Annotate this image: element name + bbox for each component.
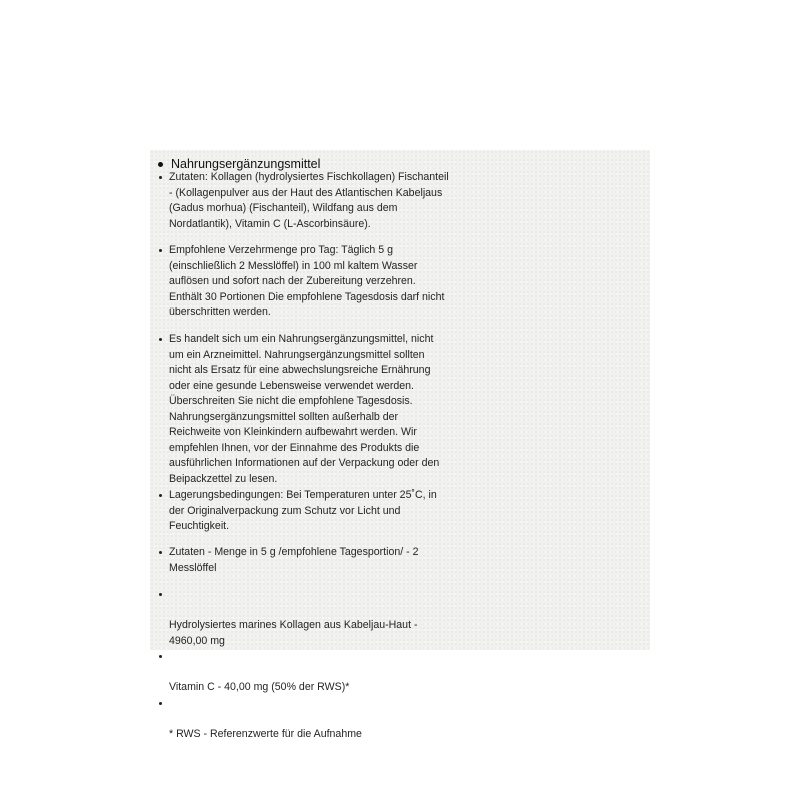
heading-row — [158, 157, 320, 171]
bullet — [159, 655, 162, 658]
bullet — [159, 249, 162, 252]
storage-block — [159, 488, 499, 535]
bullet — [159, 338, 162, 341]
composition-list — [159, 587, 499, 742]
bullet — [159, 702, 162, 705]
warning-text: Es handelt sich um ein Nahrungsergänzungsmittel, nicht um ein Arzneimittel. Nahrungsergänzungsmittel sollten nicht als Ersatz für eine abwechslungsreiche Ernährung oder eine gesunde Lebensweise verwendet werden. Überschreiten Sie nicht die empfohlene Tagesdosis. Nahrungsergänzungsmittel sollten außerhalb der Reichweite von Kleinkindern aufbewahrt werden. Wir empfehlen Ihnen, vor der Einnahme des Produkts die ausführlichen Informationen auf der Verpackung oder den Beipackzettel zu lesen. — [169, 333, 440, 485]
bullet — [159, 593, 162, 596]
composition-text: Vitamin C - 40,00 mg (50% der RWS)* — [169, 681, 350, 693]
ingredients-block — [159, 170, 499, 232]
ingredients-text: Zutaten: Kollagen (hydrolysiertes Fischkollagen) Fischanteil - (Kollagenpulver aus der Haut des Atlantischen Kabeljaus (Gadus morhua) (Fischanteil), Wildfang aus dem Nordatlantik), Vitamin C (L-Ascorbinsäure). — [169, 171, 449, 230]
warning-block — [159, 332, 499, 487]
composition-text: Hydrolysiertes marines Kollagen aus Kabeljau-Haut - 4960,00 mg — [169, 619, 418, 647]
heading: Nahrungsergänzungsmittel — [171, 157, 321, 171]
serving-text: Zutaten - Menge in 5 g /empfohlene Tagesportion/ - 2 Messlöffel — [169, 546, 419, 574]
heading-bullet — [158, 162, 163, 167]
composition-item — [159, 587, 499, 649]
composition-item — [159, 649, 499, 696]
bullet — [159, 494, 162, 497]
dosage-block — [159, 243, 499, 321]
product-info-panel — [150, 150, 650, 740]
serving-block — [159, 545, 499, 576]
dosage-text: Empfohlene Verzehrmenge pro Tag: Täglich 5 g (einschließlich 2 Messlöffel) in 100 ml kaltem Wasser auflösen und sofort nach der Zubereitung verzehren. Enthält 30 Portionen Die empfohlene Tagesdosis darf nicht überschritten werden. — [169, 244, 445, 318]
bullet — [159, 551, 162, 554]
composition-text: * RWS - Referenzwerte für die Aufnahme — [169, 727, 362, 740]
composition-item — [159, 696, 499, 743]
storage-text: Lagerungsbedingungen: Bei Temperaturen unter 25˚C, in der Originalverpackung zum Schutz vor Licht und Feuchtigkeit. — [169, 489, 437, 532]
bullet — [159, 176, 162, 179]
